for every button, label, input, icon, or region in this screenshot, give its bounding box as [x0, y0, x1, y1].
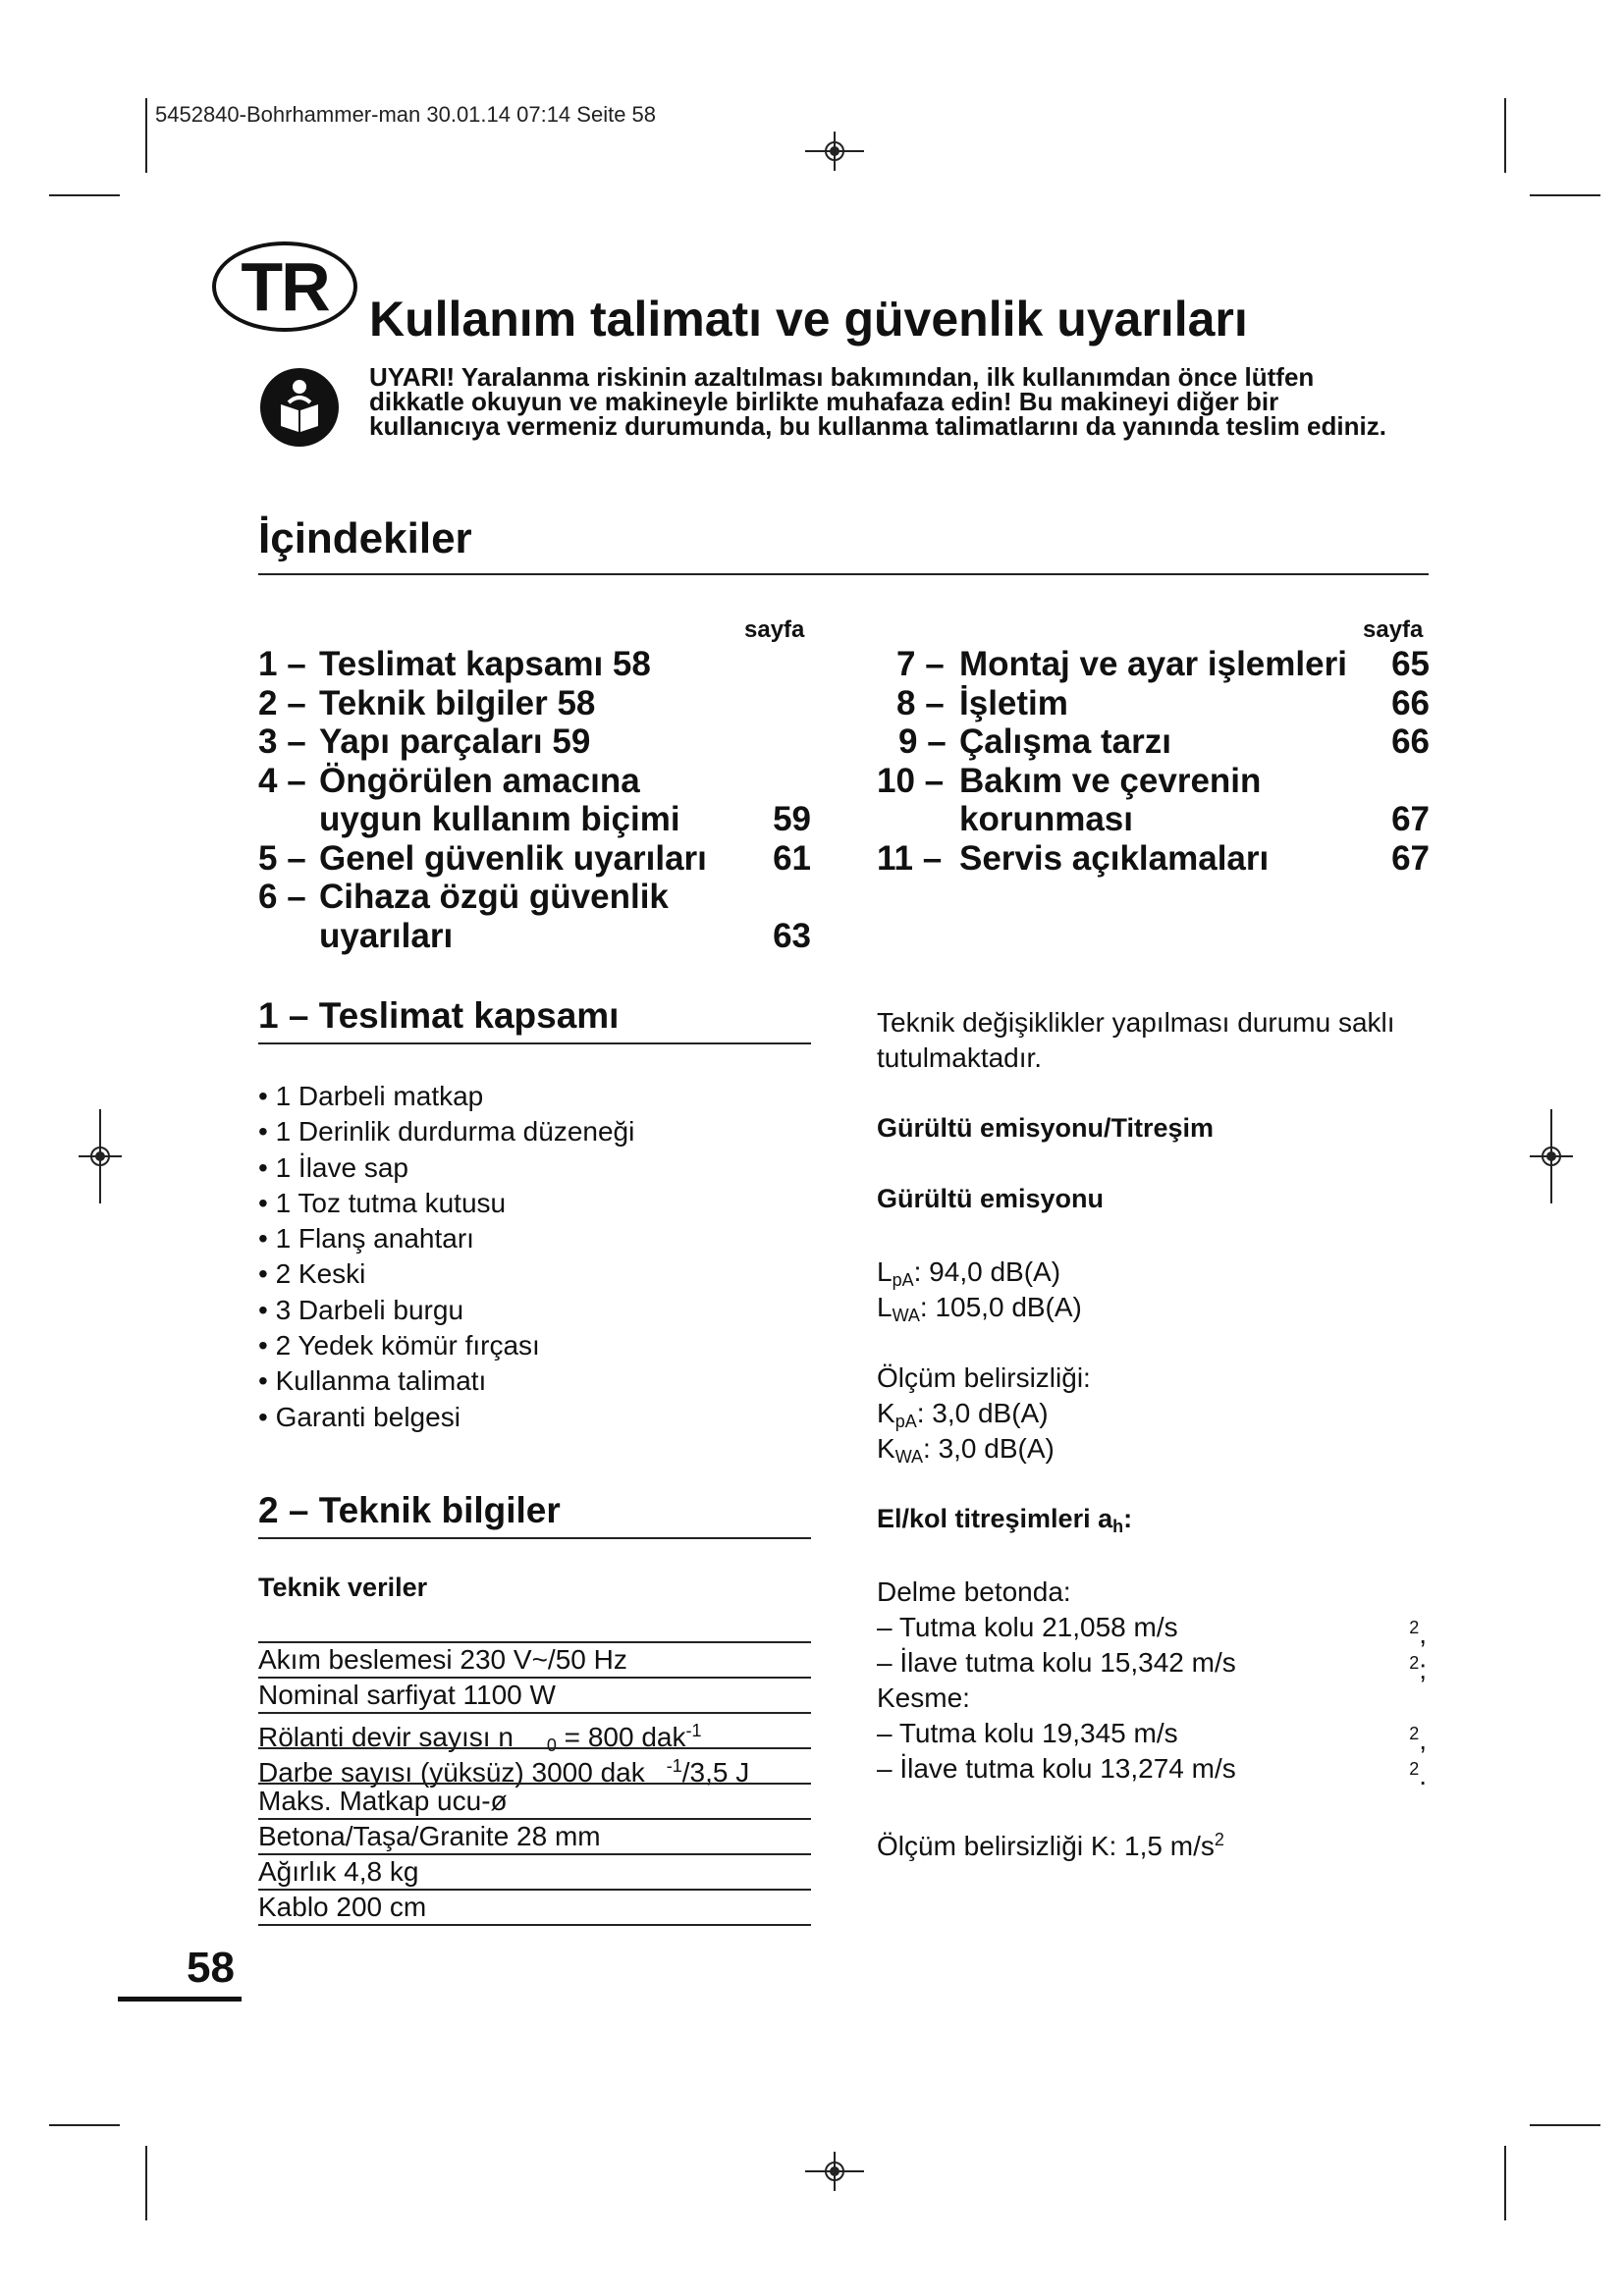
- toc-item-number: 2 –: [258, 683, 306, 722]
- crop-mark: [1530, 2124, 1600, 2126]
- toc-page-label: sayfa: [1363, 616, 1424, 643]
- toc-heading: İçindekiler: [258, 514, 472, 562]
- registration-mark-icon: [805, 2152, 864, 2191]
- unit-sup: 2: [1409, 1618, 1420, 1637]
- toc-item[interactable]: [258, 762, 811, 801]
- page-number: 58: [187, 1944, 235, 1992]
- concrete-label: Delme betonda:: [877, 1576, 1071, 1607]
- toc-left: [258, 645, 811, 955]
- vibration-text: – İlave tutma kolu 13,274 m/s: [877, 1753, 1236, 1784]
- toc-item-label: Teslimat kapsamı 58: [319, 645, 651, 683]
- table-row: [258, 1677, 811, 1714]
- toc-item-label: Öngörülen amacına: [319, 761, 640, 800]
- value: : 105,0 dB(A): [919, 1292, 1082, 1322]
- list-item: • 2 Keski: [258, 1258, 366, 1290]
- toc-item-label: Cihaza özgü güvenlik: [319, 878, 669, 916]
- warning-text: UYARI! Yaralanma riskinin azaltılması bakımından, ilk kullanımdan önce lütfen dikkatle okuyun ve makineyle birlikte muhafaza edin! Bu makineyi diğer bir kullanıcıya vermeniz durumunda, bu kullanma talimatlarını da yanında teslim ediniz.: [369, 362, 1386, 441]
- value: : 94,0 dB(A): [913, 1256, 1061, 1287]
- table-cell: Maks. Matkap ucu-ø: [258, 1786, 508, 1816]
- list-item: • 1 İlave sap: [258, 1151, 409, 1183]
- list-item: • 3 Darbeli burgu: [258, 1294, 464, 1325]
- toc-item-label: Genel güvenlik uyarıları: [319, 838, 707, 878]
- unit-sup: 2: [1409, 1724, 1420, 1743]
- toc-item[interactable]: [877, 722, 1430, 762]
- subheading: Gürültü emisyonu: [877, 1184, 1105, 1213]
- table-cell: Akım beslemesi 230 V~/50 Hz: [258, 1644, 627, 1675]
- toc-item-label: Çalışma tarzı: [959, 722, 1171, 761]
- toc-item-page: 67: [1391, 838, 1430, 878]
- punctuation: ,: [1419, 1725, 1427, 1755]
- kwa-value: [877, 1431, 1055, 1474]
- table-row: [258, 1889, 811, 1926]
- table-cell: Ağırlık 4,8 kg: [258, 1856, 419, 1887]
- toc-item-label: İşletim: [959, 683, 1068, 722]
- toc-item-page: 65: [1391, 645, 1430, 683]
- toc-item-label: Yapı parçaları 59: [319, 722, 591, 761]
- vibration-row: [877, 1751, 1427, 1790]
- toc-item-page: 66: [1391, 722, 1430, 761]
- chisel-label: Kesme:: [877, 1682, 970, 1713]
- lwa-value: [877, 1290, 1082, 1333]
- symbol-sub: pA: [892, 1270, 914, 1290]
- list-item: • 1 Toz tutma kutusu: [258, 1187, 507, 1218]
- registration-mark-icon: [805, 132, 864, 171]
- divider: [118, 1997, 242, 2002]
- table-row: [258, 1853, 811, 1891]
- divider: [258, 573, 1429, 575]
- crop-mark: [1530, 194, 1600, 196]
- symbol-sub: WA: [894, 1447, 924, 1467]
- subheading: Teknik veriler: [258, 1573, 428, 1602]
- toc-item[interactable]: [877, 684, 1430, 723]
- table-cell-sub: 0: [546, 1735, 557, 1755]
- punctuation: ;: [1419, 1654, 1427, 1684]
- heading-sub: h: [1112, 1517, 1124, 1536]
- toc-item-number: 4 –: [258, 761, 306, 800]
- toc-item-number: 8 –: [896, 683, 945, 722]
- toc-page-label: sayfa: [744, 616, 805, 643]
- crop-mark: [1504, 98, 1506, 173]
- subheading: Gürültü emisyonu/Titreşim: [877, 1113, 1215, 1143]
- toc-item-label: uygun kullanım biçimi: [319, 800, 680, 838]
- crop-mark: [49, 2124, 120, 2126]
- toc-item-label: korunması: [959, 800, 1133, 838]
- vibration-text: – Tutma kolu 21,058 m/s: [877, 1612, 1178, 1642]
- list-item: • 1 Darbeli matkap: [258, 1081, 484, 1111]
- list-item: • Garanti belgesi: [258, 1401, 460, 1432]
- table-row: [258, 1712, 811, 1755]
- symbol-sub: pA: [894, 1412, 917, 1431]
- table-row: [258, 1818, 811, 1855]
- note-text: Teknik değişiklikler yapılması durumu saklı tutulmaktadır.: [877, 1007, 1395, 1073]
- list-item: • 1 Flanş anahtarı: [258, 1223, 474, 1255]
- value: : 3,0 dB(A): [923, 1433, 1055, 1464]
- toc-item-page: 67: [1391, 800, 1430, 838]
- page-title: Kullanım talimatı ve güvenlik uyarıları: [369, 292, 1248, 347]
- read-manual-icon: [259, 367, 340, 448]
- vibration-row: [877, 1645, 1427, 1684]
- punctuation: .: [1419, 1760, 1427, 1790]
- toc-item-number: 9 –: [898, 722, 947, 761]
- toc-item[interactable]: [258, 645, 811, 684]
- symbol: K: [877, 1398, 895, 1428]
- toc-item-page: 63: [773, 916, 811, 955]
- symbol: L: [877, 1256, 893, 1287]
- crop-mark: [145, 98, 147, 173]
- crop-mark: [1504, 2146, 1506, 2220]
- divider: [258, 1924, 811, 1926]
- toc-item-page: 59: [773, 800, 811, 838]
- toc-item-number: 10 –: [877, 761, 945, 800]
- language-badge: TR: [212, 241, 357, 332]
- k-uncertainty: [877, 1822, 1224, 1864]
- list-item: • 1 Derinlik durdurma düzeneği: [258, 1116, 635, 1148]
- toc-item-label: Servis açıklamaları: [959, 838, 1270, 878]
- toc-right: [877, 645, 1430, 878]
- vibration-text: – Tutma kolu 19,345 m/s: [877, 1718, 1178, 1748]
- symbol: L: [877, 1292, 893, 1322]
- symbol: K: [877, 1433, 895, 1464]
- value: : 3,0 dB(A): [916, 1398, 1049, 1428]
- toc-item[interactable]: [258, 839, 811, 879]
- toc-item-label: Montaj ve ayar işlemleri: [959, 645, 1347, 683]
- section-heading: 2 – Teknik bilgiler: [258, 1490, 561, 1530]
- table-row: [258, 1747, 811, 1788]
- punctuation: ,: [1419, 1619, 1427, 1649]
- toc-item[interactable]: [258, 917, 811, 956]
- vibration-row: [877, 1716, 1427, 1755]
- toc-item[interactable]: [258, 800, 811, 839]
- toc-item-number: 3 –: [258, 722, 306, 761]
- crop-mark: [49, 194, 120, 196]
- heading-text: :: [1123, 1504, 1133, 1533]
- uncertainty-label: Ölçüm belirsizliği:: [877, 1362, 1091, 1393]
- uncertainty-text: Ölçüm belirsizliği K: 1,5 m/s: [877, 1831, 1215, 1861]
- toc-item-number: 5 –: [258, 838, 306, 878]
- toc-item[interactable]: [877, 800, 1430, 839]
- vibration-row: [877, 1610, 1427, 1649]
- registration-mark-icon: [79, 1109, 122, 1203]
- toc-item-number: 7 –: [896, 645, 945, 683]
- table-row: [258, 1641, 811, 1679]
- toc-item-number: 11 –: [877, 838, 943, 878]
- heading-text: El/kol titreşimleri a: [877, 1504, 1113, 1533]
- toc-item-label: Teknik bilgiler 58: [319, 683, 596, 722]
- table-cell-sup: -1: [666, 1756, 682, 1776]
- list-item: • Kullanma talimatı: [258, 1365, 487, 1397]
- toc-item[interactable]: [877, 839, 1430, 879]
- table-cell: Betona/Taşa/Granite 28 mm: [258, 1821, 601, 1851]
- toc-item[interactable]: [877, 762, 1430, 801]
- table-cell: /3,5 J: [681, 1757, 750, 1788]
- list-item: • 2 Yedek kömür fırçası: [258, 1330, 540, 1362]
- registration-mark-icon: [1530, 1109, 1573, 1203]
- toc-item[interactable]: [877, 645, 1430, 684]
- toc-item-page: 66: [1391, 683, 1430, 722]
- toc-item-page: 61: [773, 838, 811, 878]
- table-cell-sup: -1: [685, 1721, 702, 1740]
- unit-sup: 2: [1409, 1653, 1420, 1673]
- divider: [258, 1042, 811, 1044]
- print-header: 5452840-Bohrhammer-man 30.01.14 07:14 Seite 58: [155, 102, 657, 127]
- toc-item-number: 6 –: [258, 878, 306, 916]
- table-cell: Kablo 200 cm: [258, 1892, 427, 1922]
- toc-item-label: uyarıları: [319, 916, 454, 955]
- toc-item[interactable]: [258, 684, 811, 723]
- table-cell: Rölanti devir sayısı n: [258, 1722, 514, 1752]
- unit-sup: 2: [1214, 1830, 1224, 1849]
- subheading: [877, 1504, 1132, 1537]
- table-row: [258, 1783, 811, 1820]
- vibration-text: – İlave tutma kolu 15,342 m/s: [877, 1647, 1236, 1678]
- divider: [258, 1537, 811, 1539]
- delivery-list: [258, 1079, 634, 1435]
- toc-item[interactable]: [258, 722, 811, 762]
- toc-item[interactable]: [258, 878, 811, 917]
- table-cell: = 800 dak: [556, 1722, 686, 1752]
- section-heading: 1 – Teslimat kapsamı: [258, 995, 620, 1036]
- toc-item-number: 1 –: [258, 645, 306, 683]
- symbol-sub: WA: [892, 1306, 920, 1325]
- table-cell: Darbe sayısı (yüksüz) 3000 dak: [258, 1757, 645, 1788]
- crop-mark: [145, 2146, 147, 2220]
- unit-sup: 2: [1409, 1759, 1420, 1779]
- toc-item-label: Bakım ve çevrenin: [959, 761, 1262, 800]
- table-cell: Nominal sarfiyat 1100 W: [258, 1680, 556, 1710]
